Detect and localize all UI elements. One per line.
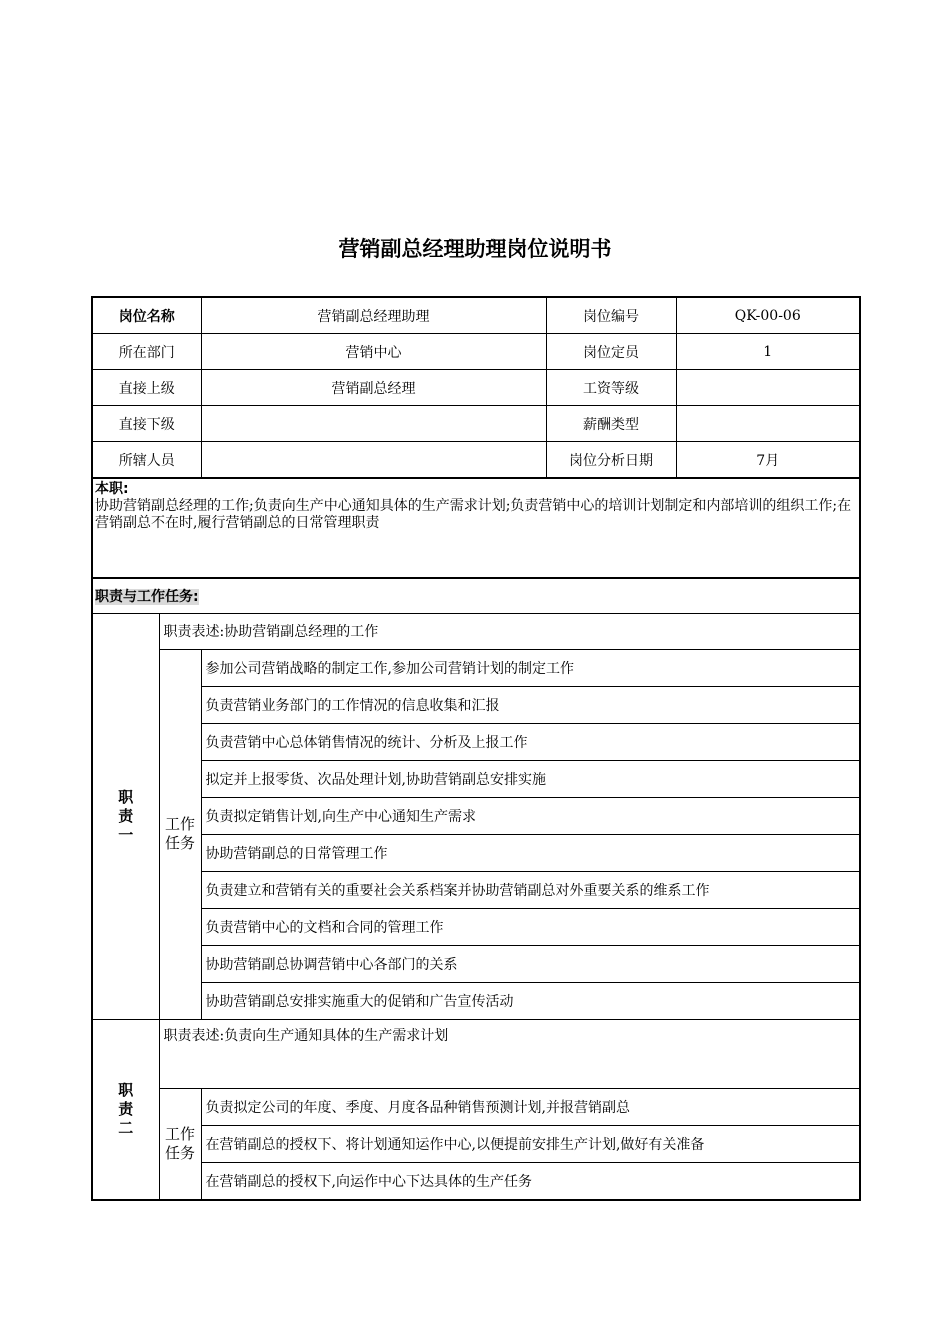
task-row: [92, 1125, 860, 1162]
work-task-label: [159, 649, 201, 1019]
info-value: 营销副总经理助理: [201, 297, 546, 334]
task-item: 负责拟定公司的年度、季度、月度各品种销售预测计划,并报营销副总: [201, 1088, 860, 1125]
duties-header-cell: [92, 578, 860, 613]
info-label: 直接下级: [92, 406, 201, 442]
info-row: [92, 406, 860, 442]
duty-description: 职责表述:协助营销副总经理的工作: [159, 613, 860, 649]
info-value: QK-00-06: [676, 297, 860, 334]
task-row: [92, 760, 860, 797]
duties-header: 职责与工作任务:: [95, 588, 199, 605]
info-value: 1: [676, 334, 860, 370]
task-row: [92, 945, 860, 982]
info-value: [676, 370, 860, 406]
info-value: [201, 442, 546, 479]
task-item: 负责营销中心总体销售情况的统计、分析及上报工作: [201, 723, 860, 760]
info-label: 直接上级: [92, 370, 201, 406]
work-task-label: [159, 1088, 201, 1200]
task-item: 协助营销副总协调营销中心各部门的关系: [201, 945, 860, 982]
task-row: [92, 686, 860, 723]
task-row: [92, 834, 860, 871]
task-item: 负责营销中心的文档和合同的管理工作: [201, 908, 860, 945]
info-value: 7月: [676, 442, 860, 479]
info-row: [92, 334, 860, 370]
task-item: 协助营销副总的日常管理工作: [201, 834, 860, 871]
benzhi-row: [92, 478, 860, 578]
duty-description-row: [92, 1019, 860, 1088]
task-row: [92, 649, 860, 686]
duty-label: [92, 613, 159, 1019]
task-item: 负责营销业务部门的工作情况的信息收集和汇报: [201, 686, 860, 723]
benzhi-text: 协助营销副总经理的工作;负责向生产中心通知具体的生产需求计划;负责营销中心的培训计划制定和内部培训的组织工作;在营销副总不在时,履行营销副总的日常管理职责: [95, 498, 852, 531]
task-row: [92, 723, 860, 760]
task-item: 在营销副总的授权下、将计划通知运作中心,以便提前安排生产计划,做好有关准备: [201, 1125, 860, 1162]
info-label: 所在部门: [92, 334, 201, 370]
task-item: 负责建立和营销有关的重要社会关系档案并协助营销副总对外重要关系的维系工作: [201, 871, 860, 908]
info-row: [92, 442, 860, 479]
task-item: 协助营销副总安排实施重大的促销和广告宣传活动: [201, 982, 860, 1019]
task-row: [92, 797, 860, 834]
task-row: [92, 1162, 860, 1200]
task-item: 在营销副总的授权下,向运作中心下达具体的生产任务: [201, 1162, 860, 1200]
info-value: 营销副总经理: [201, 370, 546, 406]
info-row: [92, 297, 860, 334]
info-value: [676, 406, 860, 442]
info-value: [201, 406, 546, 442]
info-label: 薪酬类型: [546, 406, 676, 442]
page-title: 营销副总经理助理岗位说明书: [338, 237, 612, 261]
info-label: 岗位名称: [92, 297, 201, 334]
duty-description-row: [92, 613, 860, 649]
info-label: 所辖人员: [92, 442, 201, 479]
job-description-table: [91, 296, 861, 1201]
duties-header-row: [92, 578, 860, 613]
info-label: 岗位编号: [546, 297, 676, 334]
benzhi-cell: [92, 478, 860, 578]
task-item: 参加公司营销战略的制定工作,参加公司营销计划的制定工作: [201, 649, 860, 686]
task-row: [92, 982, 860, 1019]
duty-label: [92, 1019, 159, 1200]
task-row: [92, 871, 860, 908]
task-item: 拟定并上报零货、次品处理计划,协助营销副总安排实施: [201, 760, 860, 797]
benzhi-label: 本职:: [95, 481, 129, 497]
info-value: 营销中心: [201, 334, 546, 370]
work-task-label-text: 工作任务: [164, 1124, 195, 1162]
duty-description: 职责表述:负责向生产通知具体的生产需求计划: [159, 1019, 860, 1088]
info-label: 岗位定员: [546, 334, 676, 370]
duty-label-text: 职责一: [118, 787, 134, 844]
task-item: 负责拟定销售计划,向生产中心通知生产需求: [201, 797, 860, 834]
work-task-label-text: 工作任务: [164, 815, 195, 852]
task-row: [92, 908, 860, 945]
info-label: 岗位分析日期: [546, 442, 676, 479]
task-row: [92, 1088, 860, 1125]
info-label: 工资等级: [546, 370, 676, 406]
info-row: [92, 370, 860, 406]
duty-label-text: 职责二: [118, 1080, 134, 1137]
